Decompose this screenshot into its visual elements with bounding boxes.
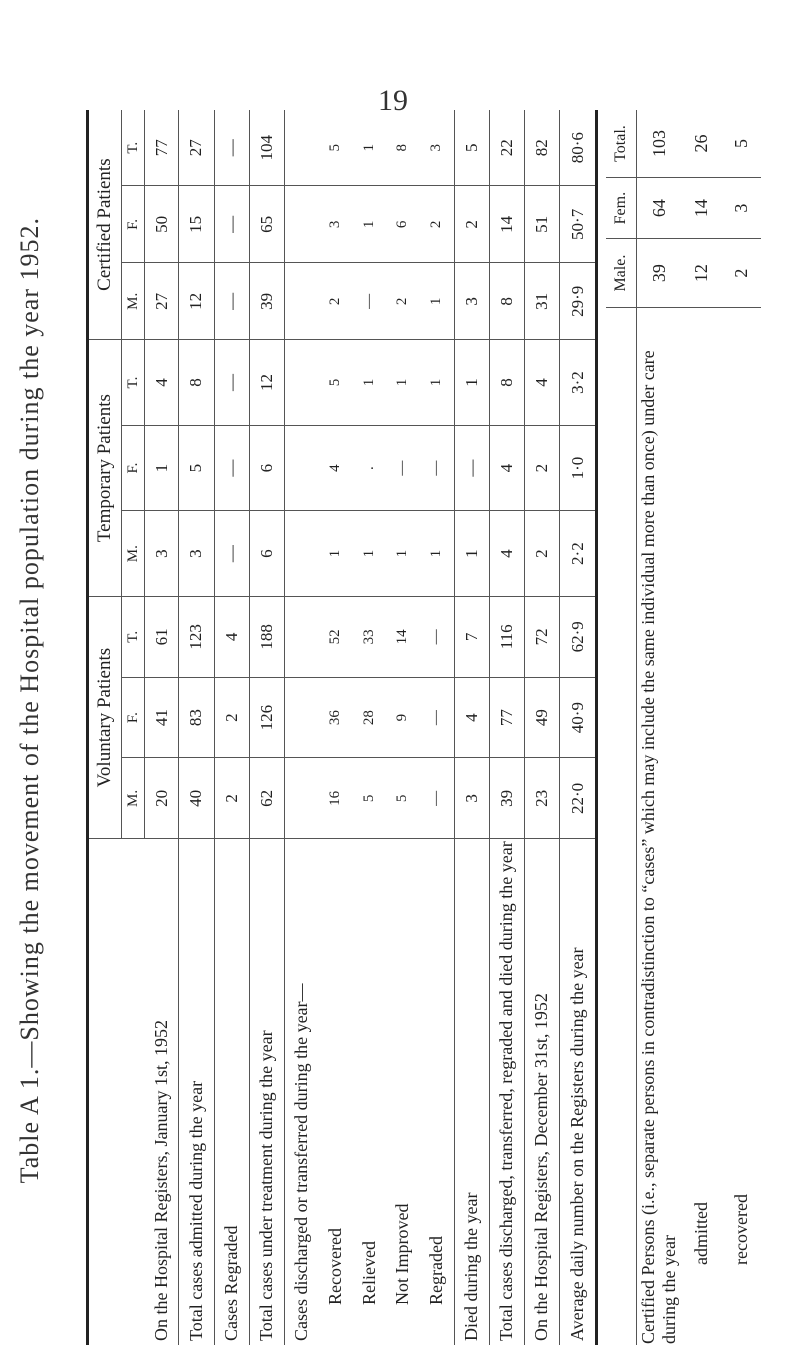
vol-cell: 62·9 [560,596,597,677]
cert-cell: 27 [145,263,179,340]
certified-row [681,110,721,1345]
group-voluntary: Voluntary Patients [88,596,122,838]
vol-cell: 9 [386,677,420,758]
cert-cell: — [214,263,249,340]
cert-cell: 50 [145,186,179,263]
certified-value: 2 [721,239,761,308]
row-label: Cases Regraded [214,839,249,1345]
vol-cell: 4 [454,677,489,758]
certified-value: 12 [681,239,721,308]
certified-value: 5 [721,110,761,178]
cert-t-header: T. [122,110,145,186]
vol-cell: 62 [249,758,284,839]
certified-value: 103 [637,110,682,178]
tmp-cell: 3·2 [560,340,597,426]
vol-f-header: F. [122,677,145,758]
cert-cell: 8 [386,110,420,186]
cert-cell: 5 [454,110,489,186]
table-title [4,60,56,1340]
cert-cell: 50·7 [560,186,597,263]
tmp-t-header: T. [122,340,145,426]
vol-cell: — [420,677,454,758]
certified-value: 3 [721,178,761,239]
row-label: Not Improved [392,1203,413,1305]
tmp-cell: 1 [454,511,489,597]
tmp-cell: 4 [145,340,179,426]
cert-cell: 1 [420,263,454,340]
cert-cell: 3 [420,110,454,186]
row-label: Total cases admitted during the year [179,839,214,1345]
table-row [560,110,597,1345]
cert-cell: 27 [179,110,214,186]
table-row [420,110,454,1345]
tmp-cell: — [386,425,420,511]
vol-t-header: T. [122,596,145,677]
certified-row-label: Certified Persons (i.e., separate persons in contradistinction to “cases” which may include the same individual more than once) under care during the year [638,350,679,1344]
tmp-cell: 1 [420,511,454,597]
cert-f-header: F. [122,186,145,263]
cert-cell: 12 [179,263,214,340]
vol-cell: 123 [179,596,214,677]
cert-cell: 3 [319,186,353,263]
page-number: 19 [378,84,408,117]
tmp-cell: 5 [179,425,214,511]
cert-cell: 2 [386,263,420,340]
vol-cell: 7 [454,596,489,677]
cert-cell: 8 [489,263,524,340]
cert-cell: — [214,186,249,263]
cert-cell: — [352,263,386,340]
cert-cell: 31 [524,263,559,340]
tmp-cell: — [214,425,249,511]
total-header: Total. [606,110,637,178]
vol-m-header: M. [122,758,145,839]
cert-cell [284,263,318,340]
tmp-cell: 1 [386,511,420,597]
vol-cell: 22·0 [560,758,597,839]
tmp-cell: 12 [249,340,284,426]
cert-cell: 22 [489,110,524,186]
tmp-cell: 4 [489,511,524,597]
vol-cell: 16 [319,758,353,839]
cert-cell: 2 [319,263,353,340]
tmp-cell: 1 [319,511,353,597]
table-row [284,110,318,1345]
table-row [145,110,179,1345]
vol-cell: 40 [179,758,214,839]
vol-cell: 116 [489,596,524,677]
cert-cell [284,110,318,186]
tmp-cell: 1 [352,340,386,426]
vol-cell: 5 [386,758,420,839]
cert-cell: 77 [145,110,179,186]
table-row [214,110,249,1345]
row-label: On the Hospital Registers, December 31st, 1952 [524,839,559,1345]
vol-cell: 52 [319,596,353,677]
cert-cell: 3 [454,263,489,340]
vol-cell: 28 [352,677,386,758]
cert-cell [284,186,318,263]
certified-value: 14 [681,178,721,239]
label-column-header [88,839,122,1345]
certified-row [721,110,761,1345]
tmp-cell: 2·2 [560,511,597,597]
vol-cell: 40·9 [560,677,597,758]
certified-persons-body [637,110,762,1345]
certified-persons-grid [606,110,761,1345]
cert-cell: 65 [249,186,284,263]
certified-row [637,110,682,1345]
movement-table [86,110,598,1345]
tmp-cell: 2 [524,425,559,511]
vol-cell: 77 [489,677,524,758]
tmp-cell: 2 [524,511,559,597]
vol-cell: 49 [524,677,559,758]
tmp-cell: 6 [249,511,284,597]
movement-table-grid [86,110,598,1345]
tmp-cell [284,425,318,511]
tmp-cell: 1 [352,511,386,597]
row-label: Average daily number on the Registers during the year [560,839,597,1345]
vol-cell: 126 [249,677,284,758]
cert-m-header: M. [122,263,145,340]
row-label: Total cases under treatment during the year [249,839,284,1345]
tmp-cell [284,340,318,426]
certified-value: 64 [637,178,682,239]
vol-cell: 20 [145,758,179,839]
vol-cell: 5 [352,758,386,839]
cert-cell: 29·9 [560,263,597,340]
cert-cell: 51 [524,186,559,263]
table-row [319,110,353,1345]
vol-cell: 72 [524,596,559,677]
tmp-cell: 1·0 [560,425,597,511]
vol-cell: 188 [249,596,284,677]
row-label: Regraded [426,1236,447,1305]
table-row [249,110,284,1345]
cert-cell: 2 [420,186,454,263]
cert-cell: 39 [249,263,284,340]
vol-cell: 41 [145,677,179,758]
tmp-cell: — [214,511,249,597]
vol-cell [284,596,318,677]
certified-value: 39 [637,239,682,308]
row-label: Cases discharged or transferred during the year— [284,839,318,1345]
vol-cell: 39 [489,758,524,839]
tmp-cell: 3 [179,511,214,597]
certified-persons-table [606,110,794,1345]
tmp-cell: . [352,425,386,511]
row-label: Recovered [325,1228,346,1305]
table-row [352,110,386,1345]
tmp-cell: 1 [420,340,454,426]
row-label: Relieved [358,1241,379,1305]
certified-label-header [606,308,637,1346]
tmp-cell: 4 [489,425,524,511]
vol-cell: 36 [319,677,353,758]
table-row [524,110,559,1345]
tmp-cell: 3 [145,511,179,597]
vol-cell: 14 [386,596,420,677]
tmp-cell: 6 [249,425,284,511]
tmp-cell: — [454,425,489,511]
cert-cell: 14 [489,186,524,263]
cert-cell: 1 [352,186,386,263]
vol-cell: 2 [214,758,249,839]
tmp-cell: 5 [319,340,353,426]
label-subheader [122,839,145,1345]
table-row [179,110,214,1345]
vol-cell: 3 [454,758,489,839]
tmp-cell: 4 [524,340,559,426]
table-row [489,110,524,1345]
cert-cell: 2 [454,186,489,263]
vol-cell: 83 [179,677,214,758]
row-label: Total cases discharged, transferred, regraded and died during the year [489,839,524,1345]
tmp-cell: 1 [386,340,420,426]
tmp-cell: 4 [319,425,353,511]
cert-cell: 1 [352,110,386,186]
tmp-f-header: F. [122,425,145,511]
cert-cell: 5 [319,110,353,186]
vol-cell: 4 [214,596,249,677]
tmp-m-header: M. [122,511,145,597]
cert-cell: 6 [386,186,420,263]
tmp-cell: — [420,425,454,511]
table-row [454,110,489,1345]
cert-cell: 104 [249,110,284,186]
group-temporary: Temporary Patients [88,340,122,597]
vol-cell [284,677,318,758]
male-header: Male. [606,239,637,308]
tmp-cell: — [214,340,249,426]
row-label: Died during the year [454,839,489,1345]
tmp-cell: 1 [454,340,489,426]
vol-cell: 2 [214,677,249,758]
vol-cell [284,758,318,839]
movement-table-body [145,110,597,1345]
cert-cell: 82 [524,110,559,186]
cert-cell: — [214,110,249,186]
row-label: On the Hospital Registers, January 1st, 1952 [150,1020,171,1341]
table-row [386,110,420,1345]
tmp-cell [284,511,318,597]
table-title-text: Table A 1.—Showing the movement of the Hospital population during the year 1952. [15,216,44,1184]
certified-row-label: admitted [690,1202,711,1265]
certified-value: 26 [681,110,721,178]
vol-cell: — [420,596,454,677]
tmp-cell: 8 [179,340,214,426]
vol-cell: 33 [352,596,386,677]
group-certified: Certified Patients [88,110,122,340]
vol-cell: — [420,758,454,839]
cert-cell: 15 [179,186,214,263]
female-header: Fem. [606,178,637,239]
vol-cell: 23 [524,758,559,839]
vol-cell: 61 [145,596,179,677]
tmp-cell: 8 [489,340,524,426]
tmp-cell: 1 [145,425,179,511]
cert-cell: 80·6 [560,110,597,186]
certified-row-label: recovered [730,1194,751,1265]
